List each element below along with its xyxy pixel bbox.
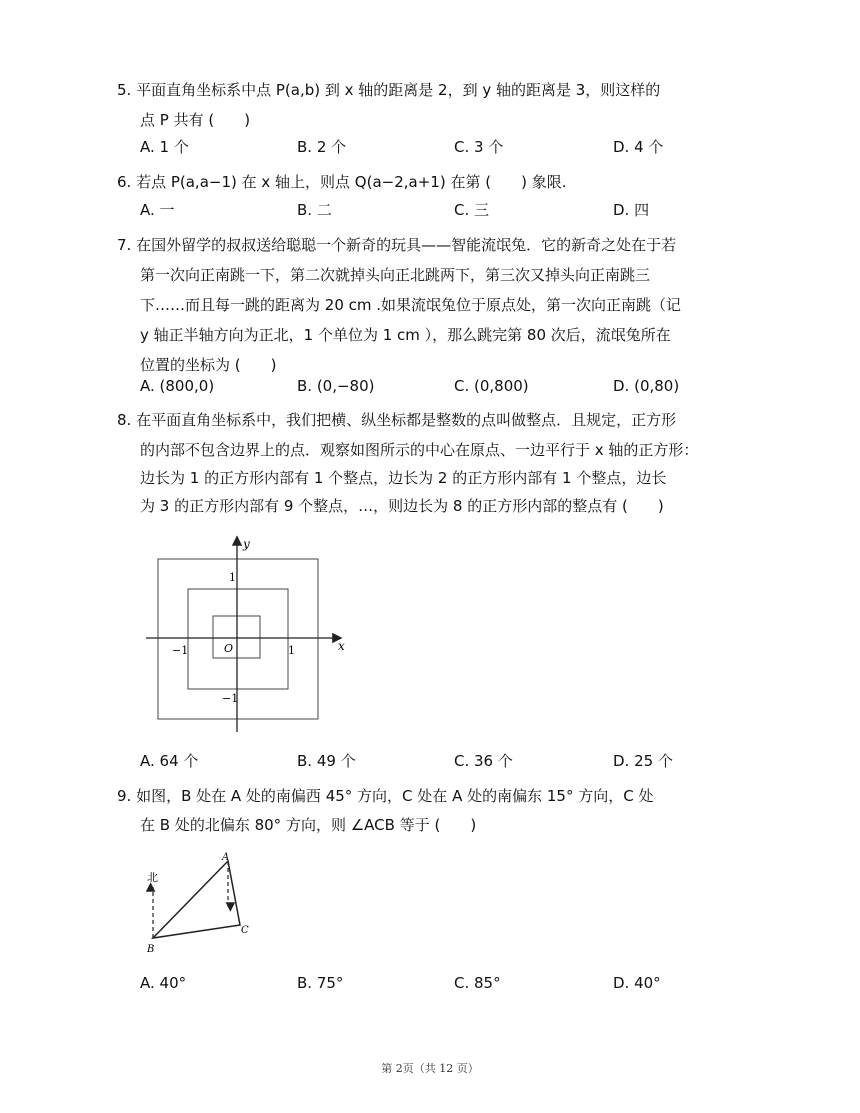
- point-c-label: C: [241, 925, 249, 936]
- q9-choice-c: C. 85°: [454, 974, 501, 992]
- q8-choice-b: B. 49 个: [297, 752, 356, 770]
- q9-choice-d: D. 40°: [613, 974, 661, 992]
- q7-line-1: 7. 在国外留学的叔叔送给聪聪一个新奇的玩具——智能流氓兔．它的新奇之处在于若: [117, 236, 677, 254]
- q7-line-2: 第一次向正南跳一下，第二次就掉头向正北跳两下，第三次又掉头向正南跳三: [140, 266, 651, 284]
- q6-choice-b: B. 二: [297, 201, 332, 219]
- q8-choice-d: D. 25 个: [613, 752, 673, 770]
- q8-line-2: 的内部不包含边界上的点．观察如图所示的中心在原点、一边平行于 x 轴的正方形：: [140, 441, 699, 459]
- q8-choices: [140, 750, 760, 772]
- direction-triangle-figure: [135, 845, 260, 960]
- q5-line-1: 5. 平面直角坐标系中点 P(a,b) 到 x 轴的距离是 2，到 y 轴的距离是 3，则这样的: [117, 81, 661, 99]
- q5-choice-c: C. 3 个: [454, 138, 504, 156]
- tick-label-y-neg1: −1: [222, 692, 239, 705]
- q5-line-2: 点 P 共有 ( ): [140, 111, 251, 129]
- y-axis-label: y: [243, 537, 250, 551]
- q6-choice-a: A. 一: [140, 201, 175, 219]
- page-footer: 第 2页（共 12 页）: [381, 1062, 479, 1075]
- q9-choice-b: B. 75°: [297, 974, 344, 992]
- q6-choices: [140, 199, 760, 221]
- triangle-abc: [153, 861, 240, 938]
- tick-label-x-neg1: −1: [172, 644, 189, 657]
- q7-choice-b: B. (0,−80): [297, 377, 375, 395]
- q8-choice-a: A. 64 个: [140, 752, 199, 770]
- q6-line-1: 6. 若点 P(a,a−1) 在 x 轴上，则点 Q(a−2,a+1) 在第 ( ) 象限.: [117, 173, 567, 191]
- q7-choice-c: C. (0,800): [454, 377, 529, 395]
- tick-label-y-1: 1: [229, 571, 236, 584]
- q5-choices: [140, 136, 760, 158]
- q9-choices: [140, 972, 760, 994]
- point-b-label: B: [147, 944, 155, 955]
- q9-line-1: 9. 如图，B 处在 A 处的南偏西 45° 方向，C 处在 A 处的南偏东 15° 方向，C 处: [117, 787, 654, 805]
- point-a-label: A: [222, 852, 230, 863]
- q7-choice-a: A. (800,0): [140, 377, 215, 395]
- q8-line-3: 边长为 1 的正方形内部有 1 个整点，边长为 2 的正方形内部有 1 个整点，边长: [140, 469, 667, 487]
- q7-line-5: 位置的坐标为 ( ): [140, 356, 277, 374]
- q5-choice-b: B. 2 个: [297, 138, 347, 156]
- q7-choices: [140, 375, 760, 397]
- x-axis-label: x: [338, 639, 345, 653]
- nested-squares-figure: [140, 532, 360, 737]
- q5-choice-d: D. 4 个: [613, 138, 664, 156]
- middle-square: [188, 589, 288, 689]
- q9-line-2: 在 B 处的北偏东 80° 方向，则 ∠ACB 等于 ( ): [140, 816, 477, 834]
- q8-choice-c: C. 36 个: [454, 752, 513, 770]
- q7-choice-d: D. (0,80): [613, 377, 680, 395]
- q6-choice-d: D. 四: [613, 201, 650, 219]
- origin-label: O: [224, 642, 234, 655]
- q9-choice-a: A. 40°: [140, 974, 187, 992]
- tick-label-x-1: 1: [288, 644, 295, 657]
- q8-line-1: 8. 在平面直角坐标系中，我们把横、纵坐标都是整数的点叫做整点．且规定，正方形: [117, 411, 677, 429]
- q7-line-4: y 轴正半轴方向为正北，1 个单位为 1 cm ），那么跳完第 80 次后，流氓兔所在: [140, 326, 671, 344]
- q6-choice-c: C. 三: [454, 201, 490, 219]
- q5-choice-a: A. 1 个: [140, 138, 189, 156]
- q7-line-3: 下……而且每一跳的距离为 20 cm .如果流氓兔位于原点处，第一次向正南跳（记: [140, 296, 682, 314]
- north-label: 北: [147, 871, 158, 884]
- q8-line-4: 为 3 的正方形内部有 9 个整点，…，则边长为 8 的正方形内部的整点有 ( ): [140, 497, 664, 515]
